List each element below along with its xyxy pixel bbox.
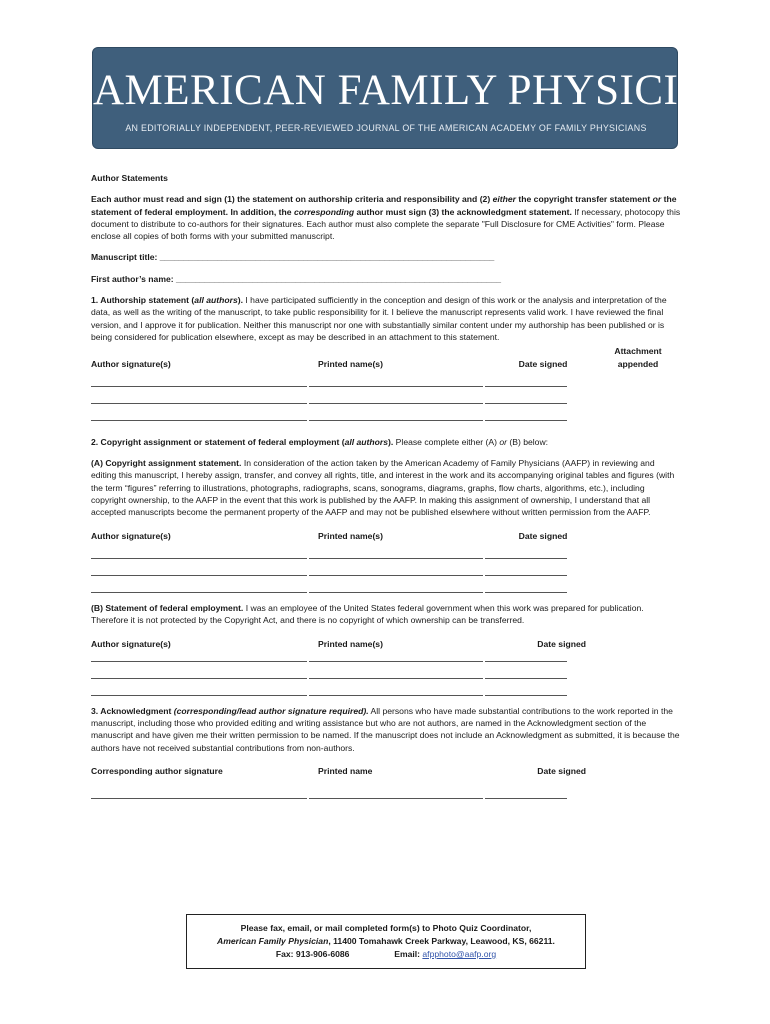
signature-line[interactable] bbox=[91, 679, 681, 696]
copyright-assignment-statement: (A) Copyright assignment statement. In consideration of the action taken by the American Academy of Family Physicians (AAFP) in reviewing and editing this manuscript, I hereby assign, transfer, and convey all rights, title, and interest in the work and its accompanying original tables and figures (with the term “figures” referring to illustrations, photographs, radiographs, scans, sonograms, diagrams, graphs, flow charts, algorithms, etc.), including copyright ownership, to the AAFP in the event that this work is published by the AAFP. In making this assignment of ownership, I understand that all accepted manuscripts become the permanent property of the AAFP and may not be published elsewhere without written permission from the AAFP. bbox=[91, 458, 675, 518]
signature-line[interactable] bbox=[91, 542, 681, 559]
first-author-field[interactable]: First author’s name: ____________________________________________________________________ bbox=[91, 273, 501, 284]
journal-banner bbox=[92, 47, 751, 149]
signature-lines-2[interactable] bbox=[91, 542, 681, 593]
journal-title: AMERICAN FAMILY PHYSICIAN ® bbox=[93, 67, 751, 114]
signature-header-3: Author signature(s) Printed name(s) Date signed bbox=[91, 638, 586, 649]
attachment-appended-label: Attachment appended bbox=[614, 346, 662, 369]
copyright-section-heading: 2. Copyright assignment or statement of federal employment (all authors). Please complete either (A) or (B) below: bbox=[91, 436, 549, 447]
signature-line[interactable] bbox=[91, 404, 681, 421]
signature-line[interactable] bbox=[91, 576, 681, 593]
form-body bbox=[91, 172, 681, 799]
signature-lines-1[interactable] bbox=[91, 370, 681, 421]
authorship-statement: 1. Authorship statement (all authors). I have participated sufficiently in the conception and design of this work or the analysis and interpretation of the data, as well as the writing of the manuscript, to take public responsibility for it. I believe the manuscript represents valid work. I have reviewed the final version, and I approve it for publication. Neither this manuscript nor one with substantially similar content under my authorship has been published or is being considered for publication elsewhere, except as may be described in an attachment to this statement. bbox=[91, 295, 667, 342]
signature-header-2: Author signature(s) Printed name(s) Date signed bbox=[91, 530, 568, 541]
signature-line[interactable] bbox=[91, 559, 681, 576]
signature-lines-3[interactable] bbox=[91, 650, 681, 696]
signature-line[interactable] bbox=[91, 650, 681, 662]
signature-line[interactable] bbox=[91, 387, 681, 404]
signature-header-4: Corresponding author signature Printed name Date signed bbox=[91, 766, 586, 777]
email-link[interactable]: afpphoto@aafp.org bbox=[422, 949, 497, 959]
manuscript-title-field[interactable]: Manuscript title: ______________________________________________________________________ bbox=[91, 252, 495, 263]
intro-paragraph: Each author must read and sign (1) the statement on authorship criteria and responsibility and (2) either the copyright transfer statement or the statement of federal employment. In addition, the corresponding author must sign (3) the acknowledgment statement. If necessary, photocopy this document to distribute to co-authors for their signatures. Each author must also complete the separate "Full Disclosure for CME Activities" form. Please enclose all copies of both forms with your submitted manuscript. bbox=[91, 194, 681, 242]
signature-line[interactable] bbox=[91, 777, 681, 799]
footer-line-1: Please fax, email, or mail completed form(s) to Photo Quiz Coordinator, bbox=[240, 923, 532, 933]
footer-line-2: American Family Physician, 11400 Tomahawk Creek Parkway, Leawood, KS, 66211. bbox=[217, 936, 555, 946]
page-heading: Author Statements bbox=[91, 173, 168, 183]
journal-subtitle: AN EDITORIALLY INDEPENDENT, PEER-REVIEWED JOURNAL OF THE AMERICAN ACADEMY OF FAMILY PHYSICIANS bbox=[125, 123, 647, 133]
signature-line[interactable] bbox=[91, 662, 681, 679]
signature-line[interactable] bbox=[91, 370, 681, 387]
federal-employment-statement: (B) Statement of federal employment. I was an employee of the United States federal government when this work was prepared for publication. Therefore it is not protected by the Copyright Act, and there is no copyright of which ownership can be transferred. bbox=[91, 602, 644, 626]
signature-header-1: Author signature(s) Printed name(s) Date signed Attachment appended bbox=[91, 345, 681, 370]
signature-lines-4[interactable] bbox=[91, 777, 681, 799]
acknowledgment-statement: 3. Acknowledgment (corresponding/lead author signature required). All persons who have made substantial contributions to the work reported in the manuscript, including those who provided editing and writing assistance but who are not authors, are named in the Acknowledgment section of the manuscript and have given me their written permission to be named. If the manuscript does not include an Acknowledgment as submitted, it is because the authors have not received substantial contributions from non-authors. bbox=[91, 705, 680, 753]
registered-mark: ® bbox=[743, 92, 751, 102]
submission-instructions-box bbox=[186, 914, 586, 969]
footer-line-3: Fax: 913-906-6086 Email: afpphoto@aafp.org bbox=[275, 949, 497, 959]
fax-number: Fax: 913-906-6086 bbox=[275, 949, 350, 959]
